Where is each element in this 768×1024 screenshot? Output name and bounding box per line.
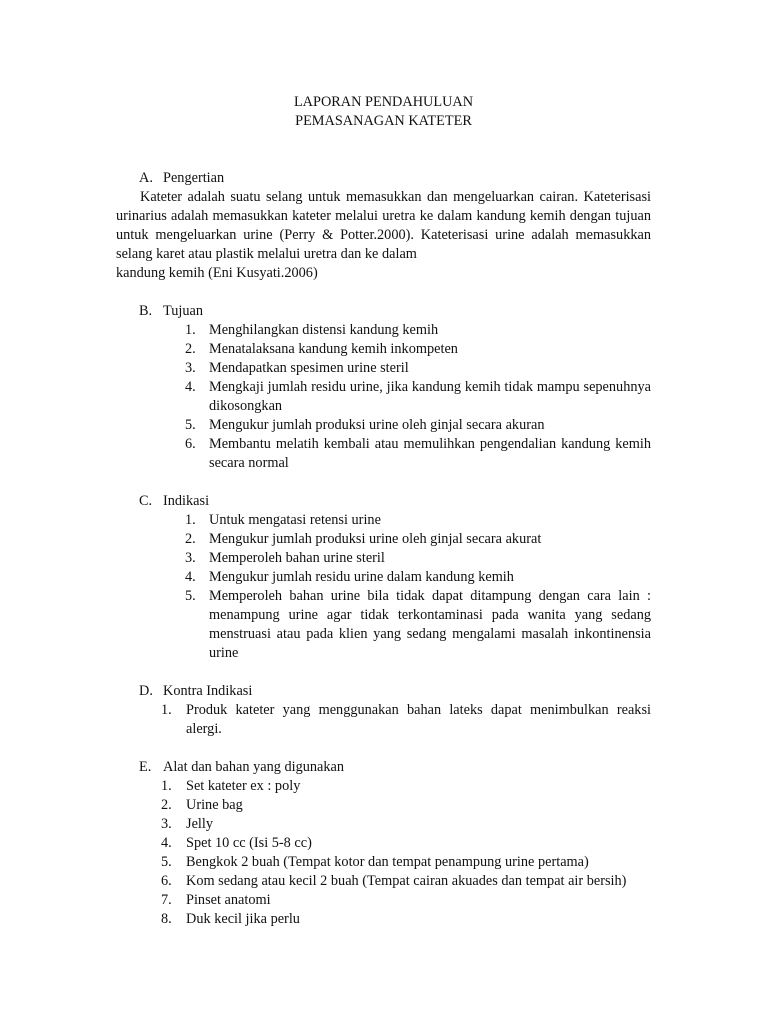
list-item-text: Menghilangkan distensi kandung kemih <box>209 322 439 338</box>
list-item-number: 7. <box>161 892 172 908</box>
list-item-number: 2. <box>185 531 196 547</box>
list-item-number: 2. <box>161 797 172 813</box>
list-item <box>116 568 651 587</box>
section-title: Pengertian <box>163 170 225 186</box>
list-item-text: Mengkaji jumlah residu urine, jika kandung kemih tidak mampu sepenuhnya dikosongkan <box>209 379 651 414</box>
list-item <box>116 587 651 663</box>
list-item <box>116 416 651 435</box>
list-item-text: Mendapatkan spesimen urine steril <box>209 360 409 376</box>
alat-bahan-list <box>116 777 651 929</box>
section-pengertian <box>116 169 651 283</box>
list-item-number: 6. <box>161 873 172 889</box>
list-item <box>116 796 651 815</box>
list-item-number: 5. <box>185 417 196 433</box>
section-title: Indikasi <box>163 493 210 509</box>
list-item <box>116 340 651 359</box>
kontra-indikasi-list <box>116 701 651 739</box>
list-item-text: Jelly <box>186 816 214 832</box>
list-item-text: Kom sedang atau kecil 2 buah (Tempat cairan akuades dan tempat air bersih) <box>186 873 627 889</box>
list-item-text: Bengkok 2 buah (Tempat kotor dan tempat penampung urine pertama) <box>186 854 589 870</box>
list-item <box>116 872 651 891</box>
section-tujuan <box>116 302 651 473</box>
list-item <box>116 777 651 796</box>
list-item-text: Mengukur jumlah produksi urine oleh ginjal secara akuran <box>209 417 545 433</box>
list-item <box>116 910 651 929</box>
list-item-number: 3. <box>161 816 172 832</box>
list-item-text: Untuk mengatasi retensi urine <box>209 512 381 528</box>
section-heading <box>116 302 651 321</box>
tujuan-list <box>116 321 651 473</box>
section-alat-dan-bahan <box>116 758 651 929</box>
list-item-number: 1. <box>185 512 196 528</box>
list-item-number: 8. <box>161 911 172 927</box>
list-item-number: 3. <box>185 360 196 376</box>
section-title: Tujuan <box>163 303 203 319</box>
section-letter: C. <box>139 493 153 509</box>
section-letter: E. <box>139 759 152 775</box>
section-letter: B. <box>139 303 153 319</box>
list-item-number: 1. <box>161 778 172 794</box>
list-item-text: Urine bag <box>186 797 243 813</box>
list-item-number: 3. <box>185 550 196 566</box>
document-page <box>116 93 651 929</box>
list-item-text: Duk kecil jika perlu <box>186 911 300 927</box>
list-item <box>116 815 651 834</box>
list-item-text: Memperoleh bahan urine steril <box>209 550 385 566</box>
section-heading <box>116 492 651 511</box>
list-item <box>116 435 651 473</box>
section-kontra-indikasi <box>116 682 651 739</box>
section-heading <box>116 169 651 188</box>
list-item-number: 6. <box>185 436 196 452</box>
list-item <box>116 378 651 416</box>
list-item <box>116 549 651 568</box>
indikasi-list <box>116 511 651 663</box>
list-item-number: 1. <box>185 322 196 338</box>
list-item <box>116 834 651 853</box>
section-indikasi <box>116 492 651 663</box>
section-title: Alat dan bahan yang digunakan <box>163 759 345 775</box>
document-title-line1: LAPORAN PENDAHULUAN <box>293 94 474 110</box>
list-item-text: Mengukur jumlah produksi urine oleh ginjal secara akurat <box>209 531 542 547</box>
list-item-number: 2. <box>185 341 196 357</box>
section-letter: D. <box>139 683 153 699</box>
list-item-number: 4. <box>185 379 196 395</box>
definition-paragraph: Kateter adalah suatu selang untuk memasukkan dan mengeluarkan cairan. Kateterisasi urinarius adalah memasukkan kateter melalui uretra ke dalam kandung kemih dengan tujuan untuk mengeluarkan urine (Perry & Potter.2000). Kateterisasi urine adalah memasukkan selang karet atau plastik melalui uretra dan ke dalam <box>116 189 651 262</box>
list-item-text: Membantu melatih kembali atau memulihkan pengendalian kandung kemih secara normal <box>209 436 651 471</box>
list-item-number: 4. <box>185 569 196 585</box>
list-item-text: Memperoleh bahan urine bila tidak dapat ditampung dengan cara lain : menampung urine agar tidak terkontaminasi pada wanita yang sedang menstruasi atau pada klien yang sedang mengalami masalah inkontinensia urine <box>209 588 651 661</box>
section-heading <box>116 682 651 701</box>
list-item-text: Spet 10 cc (Isi 5-8 cc) <box>186 835 312 851</box>
definition-paragraph-last-line: kandung kemih (Eni Kusyati.2006) <box>116 265 318 281</box>
list-item <box>116 853 651 872</box>
list-item-text: Set kateter ex : poly <box>186 778 301 794</box>
list-item-number: 5. <box>161 854 172 870</box>
list-item <box>116 359 651 378</box>
list-item <box>116 891 651 910</box>
document-title-line2: PEMASANAGAN KATETER <box>295 113 472 129</box>
list-item-text: Pinset anatomi <box>186 892 271 908</box>
list-item-text: Mengukur jumlah residu urine dalam kandung kemih <box>209 569 514 585</box>
list-item-text: Produk kateter yang menggunakan bahan lateks dapat menimbulkan reaksi alergi. <box>186 702 651 737</box>
section-letter: A. <box>139 170 153 186</box>
list-item <box>116 511 651 530</box>
list-item <box>116 321 651 340</box>
section-title: Kontra Indikasi <box>163 683 253 699</box>
list-item <box>116 530 651 549</box>
list-item <box>116 701 651 739</box>
list-item-text: Menatalaksana kandung kemih inkompeten <box>209 341 458 357</box>
section-heading <box>116 758 651 777</box>
list-item-number: 5. <box>185 588 196 604</box>
list-item-number: 1. <box>161 702 172 718</box>
list-item-number: 4. <box>161 835 172 851</box>
